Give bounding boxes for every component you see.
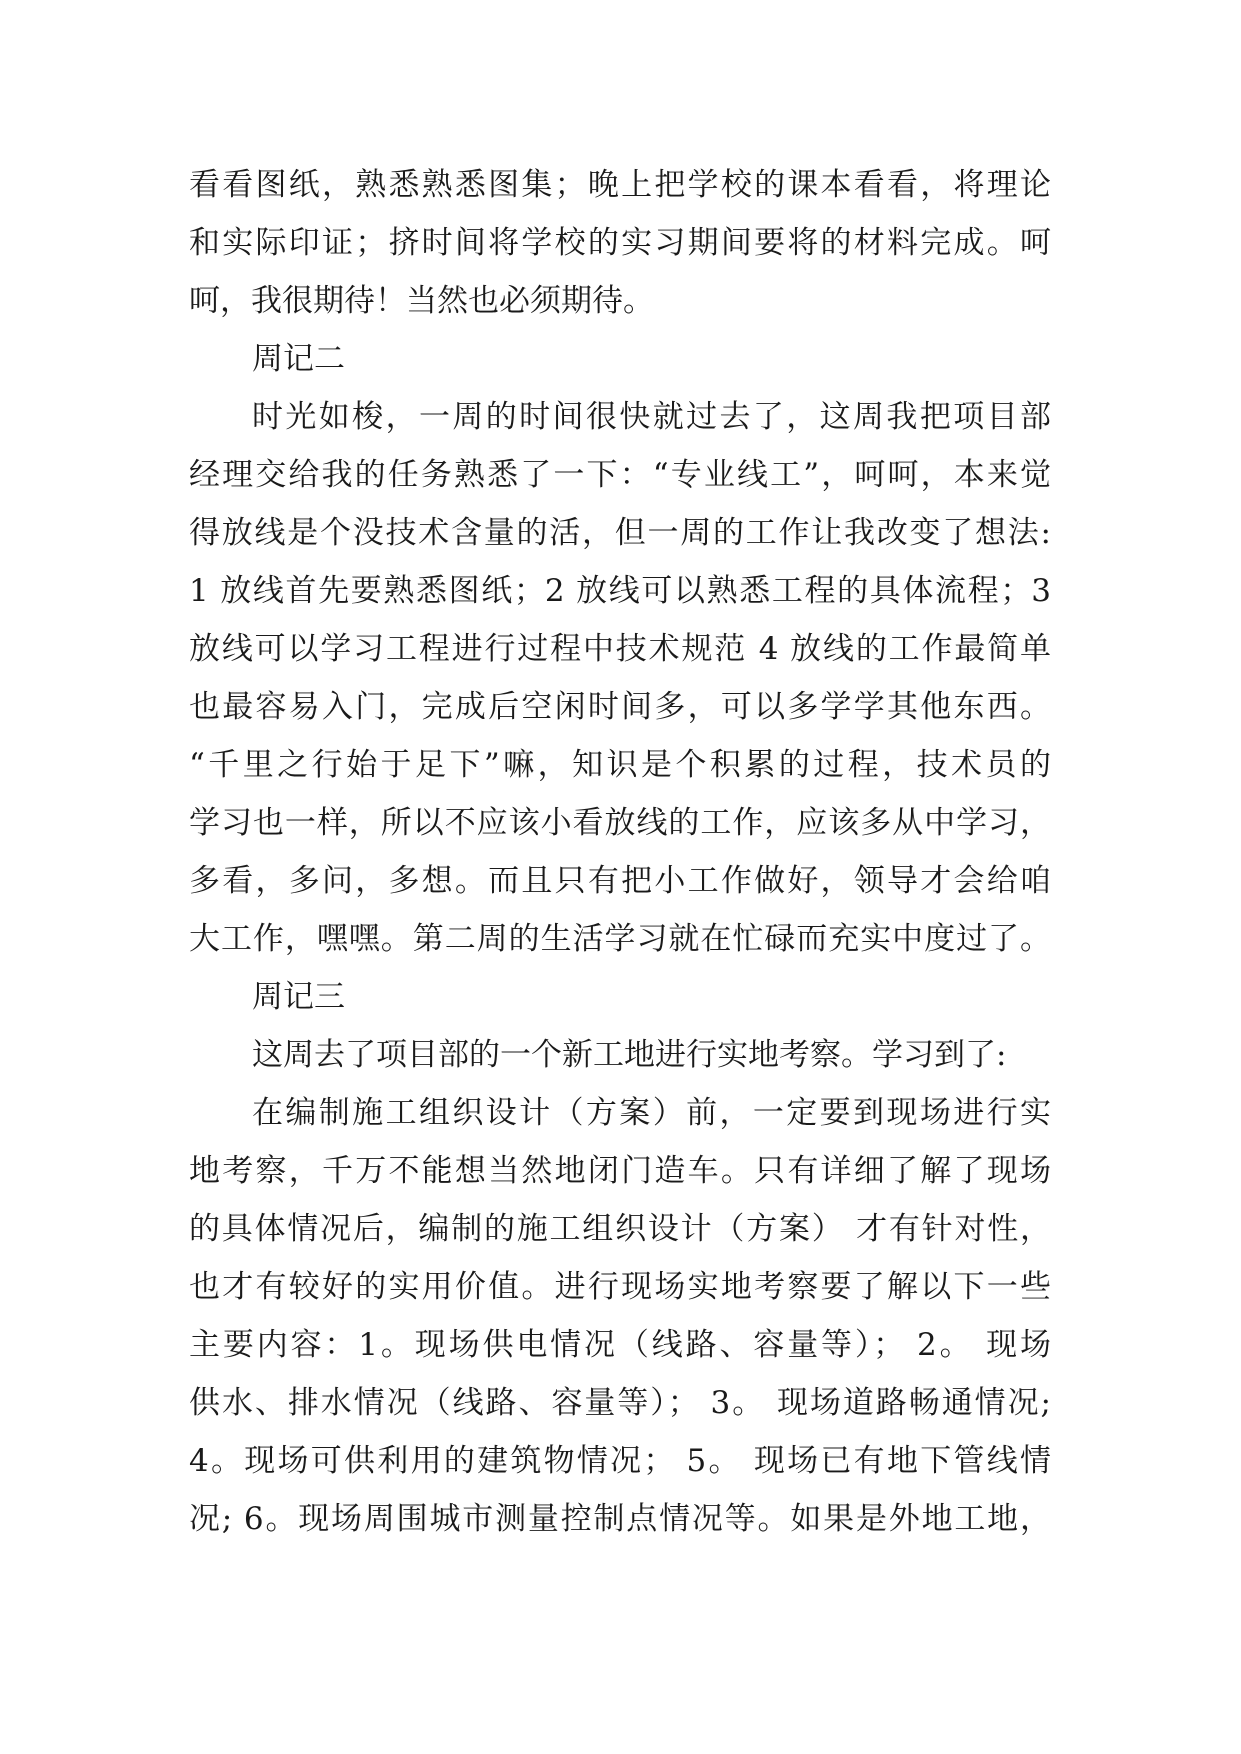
text-line: 呵，我很期待！当然也必须期待。 bbox=[189, 283, 654, 319]
text-line: 大工作，嘿嘿。第二周的生活学习就在忙碌而充实中度过了。 bbox=[189, 921, 1051, 957]
text-line: 主要内容：1。现场供电情况（线路、容量等）； 2。 现场 bbox=[189, 1327, 1051, 1363]
text-line: 也最容易入门，完成后空闲时间多，可以多学学其他东西。 bbox=[189, 689, 1051, 725]
text-line: 学习也一样，所以不应该小看放线的工作，应该多从中学习， bbox=[189, 805, 1051, 841]
text-line: 地考察，千万不能想当然地闭门造车。只有详细了解了现场 bbox=[189, 1153, 1051, 1189]
text-line: 的具体情况后，编制的施工组织设计（方案） 才有针对性， bbox=[189, 1211, 1051, 1247]
text-line: 放线可以学习工程进行过程中技术规范 4 放线的工作最简单 bbox=[189, 631, 1051, 667]
section-heading: 周记二 bbox=[252, 341, 345, 377]
text-line: 在编制施工组织设计（方案）前，一定要到现场进行实 bbox=[252, 1095, 1051, 1131]
text-line: 这周去了项目部的一个新工地进行实地考察。学习到了: bbox=[252, 1037, 1007, 1073]
text-line: 也才有较好的实用价值。进行现场实地考察要了解以下一些 bbox=[189, 1269, 1051, 1305]
text-line: 1 放线首先要熟悉图纸；2 放线可以熟悉工程的具体流程；3 bbox=[189, 573, 1051, 609]
text-line: 4。现场可供利用的建筑物情况； 5。 现场已有地下管线情 bbox=[189, 1443, 1051, 1479]
text-line: 看看图纸，熟悉熟悉图集；晚上把学校的课本看看，将理论 bbox=[189, 167, 1051, 203]
text-line: 况; 6。现场周围城市测量控制点情况等。如果是外地工地， bbox=[189, 1501, 1051, 1537]
text-line: 得放线是个没技术含量的活，但一周的工作让我改变了想法: bbox=[189, 515, 1051, 551]
text-line: 供水、排水情况（线路、容量等）； 3。 现场道路畅通情况; bbox=[189, 1385, 1051, 1421]
text-line: 经理交给我的任务熟悉了一下：“专业线工”，呵呵，本来觉 bbox=[189, 457, 1051, 493]
text-line: 和实际印证；挤时间将学校的实习期间要将的材料完成。呵 bbox=[189, 225, 1051, 261]
text-line: “千里之行始于足下”嘛，知识是个积累的过程，技术员的 bbox=[189, 747, 1051, 783]
text-line: 时光如梭，一周的时间很快就过去了，这周我把项目部 bbox=[252, 399, 1051, 435]
section-heading: 周记三 bbox=[252, 979, 345, 1015]
text-line: 多看，多问，多想。而且只有把小工作做好，领导才会给咱 bbox=[189, 863, 1051, 899]
